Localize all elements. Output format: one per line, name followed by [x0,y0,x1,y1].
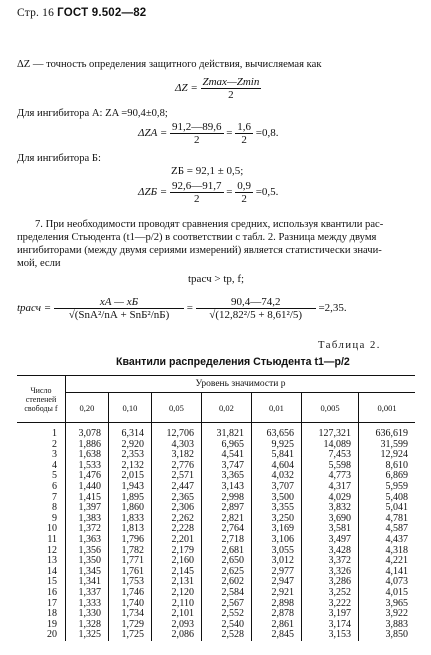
table-row [17,482,415,493]
inhibitor-b-line: Для ингибитора Б: [17,153,101,164]
degree-cell: 9 [52,512,57,524]
table-row [17,609,415,620]
quantile-cell: 2,584 [201,588,251,599]
quantile-cell: 2,353 [108,450,151,461]
quantile-cell: 2,160 [151,556,201,567]
quantile-cell: 2,718 [201,535,251,546]
quantile-cell: 3,222 [301,599,358,610]
quantile-cell: 2,602 [201,577,251,588]
degree-cell: 5 [52,470,57,482]
quantile-cell: 2,365 [151,493,201,504]
degree-cell: 3 [52,449,57,461]
quantile-cell: 3,355 [251,503,301,514]
quantile-cell: 9,925 [251,440,301,451]
degree-cell: 4 [52,459,57,471]
quantile-cell: 4,221 [359,556,415,567]
quantile-cell: 1,943 [108,482,151,493]
table-row [17,514,415,525]
quantile-cell: 4,317 [301,482,358,493]
paragraph-7-line-2: пределения Стьюдента (t1—p/2) в соответствии с табл. 2. Разница между двумя [17,232,377,243]
quantile-cell: 1,638 [66,450,109,461]
quantile-cell: 2,977 [251,567,301,578]
quantile-cell: 636,619 [359,423,415,440]
quantile-cell: 2,998 [201,493,251,504]
quantile-cell: 1,761 [108,567,151,578]
quantile-cell: 2,306 [151,503,201,514]
table-row [17,461,415,472]
column-header: 0,001 [359,393,415,423]
quantile-cell: 6,965 [201,440,251,451]
equation-zb: ZБ = 92,1 ± 0,5; [171,165,244,177]
quantile-cell: 1,372 [66,524,109,535]
quantile-cell: 3,965 [359,599,415,610]
table-row [17,620,415,631]
quantile-cell: 2,110 [151,599,201,610]
degree-cell: 17 [47,597,57,609]
quantile-cell: 2,650 [201,556,251,567]
column-header: 0,005 [301,393,358,423]
quantile-cell: 7,453 [301,450,358,461]
quantile-cell: 2,625 [201,567,251,578]
paragraph-7-line-3: ингибиторами (между двумя сериями измерений) является статистически значи- [17,245,382,256]
quantile-cell: 1,725 [108,630,151,641]
quantile-cell: 1,746 [108,588,151,599]
quantile-cell: 2,201 [151,535,201,546]
quantile-cell: 1,325 [66,630,109,641]
quantile-cell: 3,012 [251,556,301,567]
quantile-cell: 4,141 [359,567,415,578]
quantile-cell: 1,337 [66,588,109,599]
degree-cell: 15 [47,576,57,588]
quantile-cell: 2,120 [151,588,201,599]
quantile-cell: 3,197 [301,609,358,620]
table-row [17,535,415,546]
quantile-cell: 3,690 [301,514,358,525]
quantile-cell: 2,132 [108,461,151,472]
equation-t-calc: tрасч = $\frac{xА — xБ}{\text{√(SnА²/nА + SnБ²/nБ)}}$ = $\frac{90,4—74,2}{\text{√(12,82²/5 + 8,61²/5)}}$ =2,35. [17,296,347,321]
equation-delta-za: ΔZA = $\frac{91,2—89,6}{2}$ = $\frac{1,6}{2}$ =0,8. [138,121,279,146]
degree-cell: 14 [47,565,57,577]
quantile-cell: 2,528 [201,630,251,641]
quantile-cell: 1,734 [108,609,151,620]
degrees-header: Число степеней свободы f [17,376,66,423]
quantile-cell: 2,920 [108,440,151,451]
standard-number: ГОСТ 9.502—82 [57,7,147,19]
quantile-cell: 1,397 [66,503,109,514]
quantile-cell: 1,886 [66,440,109,451]
table-row [17,630,415,641]
degree-cell: 1 [52,428,57,439]
degree-cell: 18 [47,608,57,620]
quantile-cell: 2,567 [201,599,251,610]
quantile-cell: 8,610 [359,461,415,472]
table-row [17,567,415,578]
quantile-cell: 4,032 [251,471,301,482]
quantile-cell: 4,541 [201,450,251,461]
degree-cell: 12 [47,544,57,556]
equation-delta-zb: ΔZБ = $\frac{92,6—91,7}{2}$ = $\frac{0,9}{2}$ =0,5. [138,180,279,205]
quantile-cell: 5,959 [359,482,415,493]
quantile-cell: 2,447 [151,482,201,493]
delta-definition: ΔZ — точность определения защитного действия, вычисляемая как [17,59,322,70]
quantile-cell: 3,428 [301,546,358,557]
degree-cell: 2 [52,438,57,450]
quantile-cell: 3,326 [301,567,358,578]
quantile-cell: 1,415 [66,493,109,504]
quantile-cell: 1,740 [108,599,151,610]
table-caption: Квантили распределения Стьюдента t1—p/2 [116,356,350,368]
degree-cell: 10 [47,523,57,535]
degree-cell: 13 [47,555,57,567]
quantile-cell: 2,861 [251,620,301,631]
table-row [17,493,415,504]
quantile-cell: 5,598 [301,461,358,472]
quantile-cell: 127,321 [301,423,358,440]
table-row [17,503,415,514]
quantile-cell: 1,383 [66,514,109,525]
quantile-cell: 4,318 [359,546,415,557]
table-row [17,588,415,599]
quantile-cell: 1,333 [66,599,109,610]
quantile-cell: 12,924 [359,450,415,461]
quantile-cell: 31,821 [201,423,251,440]
quantile-cell: 2,764 [201,524,251,535]
quantile-cell: 3,883 [359,620,415,631]
quantile-cell: 3,106 [251,535,301,546]
degree-cell: 11 [47,533,57,545]
column-header: 0,02 [201,393,251,423]
quantile-cell: 1,533 [66,461,109,472]
quantile-cell: 3,174 [301,620,358,631]
quantile-cell: 2,921 [251,588,301,599]
quantile-cell: 3,169 [251,524,301,535]
quantile-cell: 5,841 [251,450,301,461]
quantile-cell: 6,314 [108,423,151,440]
quantile-cell: 1,330 [66,609,109,620]
quantile-cell: 3,372 [301,556,358,567]
table-row [17,556,415,567]
quantile-cell: 4,029 [301,493,358,504]
quantile-cell: 3,143 [201,482,251,493]
quantile-cell: 1,895 [108,493,151,504]
significance-condition: tрасч > tp, f; [188,273,245,285]
quantile-cell: 3,078 [66,423,109,440]
quantile-cell: 5,408 [359,493,415,504]
quantile-cell: 2,145 [151,567,201,578]
quantile-cell: 4,303 [151,440,201,451]
quantile-cell: 6,869 [359,471,415,482]
quantile-cell: 1,341 [66,577,109,588]
quantile-cell: 63,656 [251,423,301,440]
quantile-cell: 1,860 [108,503,151,514]
degree-cell: 7 [52,491,57,503]
quantile-cell: 3,747 [201,461,251,472]
student-quantiles-table [17,375,415,641]
degree-cell: 6 [52,480,57,492]
quantile-cell: 1,753 [108,577,151,588]
quantile-cell: 2,821 [201,514,251,525]
quantile-cell: 1,729 [108,620,151,631]
quantile-cell: 1,813 [108,524,151,535]
quantile-cell: 1,782 [108,546,151,557]
quantile-cell: 4,773 [301,471,358,482]
quantile-cell: 2,262 [151,514,201,525]
quantile-cell: 4,015 [359,588,415,599]
quantile-cell: 1,363 [66,535,109,546]
quantile-cell: 2,093 [151,620,201,631]
quantile-cell: 2,571 [151,471,201,482]
quantile-cell: 4,073 [359,577,415,588]
column-header: 0,05 [151,393,201,423]
quantile-cell: 2,179 [151,546,201,557]
quantile-cell: 3,153 [301,630,358,641]
quantile-cell: 5,041 [359,503,415,514]
quantile-cell: 4,604 [251,461,301,472]
quantile-cell: 1,328 [66,620,109,631]
quantile-cell: 1,350 [66,556,109,567]
quantile-cell: 2,897 [201,503,251,514]
table-row [17,450,415,461]
quantile-cell: 3,850 [359,630,415,641]
quantile-cell: 2,845 [251,630,301,641]
quantile-cell: 3,252 [301,588,358,599]
quantile-cell: 1,440 [66,482,109,493]
degree-cell: 8 [52,502,57,514]
degree-cell: 20 [47,629,57,641]
column-header: 0,20 [66,393,109,423]
quantile-cell: 3,055 [251,546,301,557]
degree-cell: 19 [47,618,57,630]
significance-level-header: Уровень значимости p [66,376,416,393]
page-header [17,7,146,19]
fraction: $\frac{Zmax—Zmin}{2}$ [202,76,260,101]
quantile-cell: 1,796 [108,535,151,546]
quantile-cell: 2,552 [201,609,251,620]
quantile-cell: 2,131 [151,577,201,588]
table-row [17,440,415,451]
equation-delta-z: ΔZ = $\frac{Zmax—Zmin}{2}$ [175,76,260,101]
table-row [17,577,415,588]
quantile-cell: 1,356 [66,546,109,557]
quantile-cell: 14,089 [301,440,358,451]
table-row [17,471,415,482]
quantile-cell: 3,250 [251,514,301,525]
quantile-cell: 1,345 [66,567,109,578]
quantile-cell: 3,182 [151,450,201,461]
quantile-cell: 2,681 [201,546,251,557]
quantile-cell: 3,707 [251,482,301,493]
column-header: 0,10 [108,393,151,423]
quantile-cell: 2,898 [251,599,301,610]
quantile-cell: 3,365 [201,471,251,482]
quantile-cell: 3,581 [301,524,358,535]
table-number: Таблица 2. [318,340,381,351]
quantile-cell: 31,599 [359,440,415,451]
page-number: Стр. 16 [17,7,55,19]
quantile-cell: 4,437 [359,535,415,546]
quantile-cell: 12,706 [151,423,201,440]
table-row [17,423,415,440]
column-header: 0,01 [251,393,301,423]
paragraph-7-line-1: 7. При необходимости проводят сравнения средних, используя квантили рас- [35,219,384,230]
quantile-cell: 4,587 [359,524,415,535]
table-row [17,546,415,557]
table-row [17,524,415,535]
degree-cell: 16 [47,586,57,598]
quantile-cell: 2,101 [151,609,201,620]
quantile-cell: 2,776 [151,461,201,472]
quantile-cell: 3,500 [251,493,301,504]
quantile-cell: 3,922 [359,609,415,620]
quantile-cell: 3,832 [301,503,358,514]
quantile-cell: 4,781 [359,514,415,525]
quantile-cell: 1,833 [108,514,151,525]
quantile-cell: 3,497 [301,535,358,546]
quantile-cell: 2,015 [108,471,151,482]
quantile-cell: 2,228 [151,524,201,535]
quantile-cell: 1,476 [66,471,109,482]
inhibitor-a-line: Для ингибитора А: ZA =90,4±0,8; [17,108,168,119]
quantile-cell: 2,540 [201,620,251,631]
paragraph-7-line-4: мой, если [17,258,61,269]
quantile-cell: 1,771 [108,556,151,567]
quantile-cell: 2,878 [251,609,301,620]
quantile-cell: 2,947 [251,577,301,588]
table-row [17,599,415,610]
quantile-cell: 3,286 [301,577,358,588]
quantile-cell: 2,086 [151,630,201,641]
